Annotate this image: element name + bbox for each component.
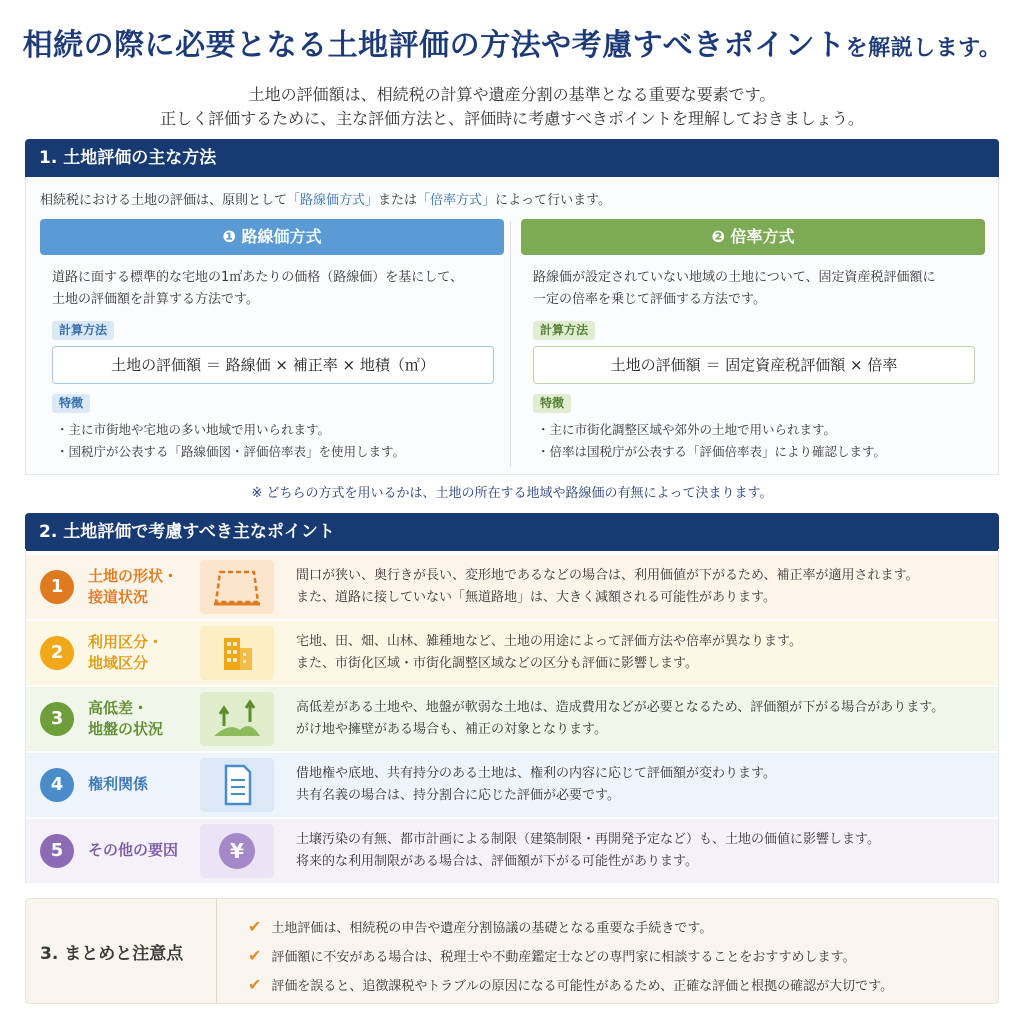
feature-tag: 特徴 xyxy=(52,394,90,413)
section3-title: 3. まとめと注意点 xyxy=(40,944,184,964)
point-text-line: 共有名義の場合は、持分割合に応じた評価が必要です。 xyxy=(296,788,620,803)
point-title xyxy=(88,840,178,861)
section2-body xyxy=(25,549,999,883)
feature-item: ・ 主に市街地や宅地の多い地域で用いられます。 xyxy=(56,419,504,441)
summary-text: 評価を誤ると、追徴課税やトラブルの原因になる可能性があるため、正確な評価と根拠の確認が大切です。 xyxy=(271,979,894,994)
divider xyxy=(510,221,511,467)
feature-item: ・ 主に市街化調整区域や郊外の土地で用いられます。 xyxy=(537,419,985,441)
desc-line: 一定の倍率を乗じて評価する方法です。 xyxy=(533,292,766,307)
point-text xyxy=(296,631,802,675)
feature-list xyxy=(537,419,985,463)
page-title-main: 相続の際に必要となる土地評価の方法や考慮すべきポイント xyxy=(22,28,846,63)
point-text-line: また、道路に接していない「無道路地」は、大きく減額される可能性があります。 xyxy=(296,590,776,605)
method-bairitsu-desc xyxy=(533,267,985,311)
point-title xyxy=(88,632,163,674)
point-text-line: がけ地や擁壁がある場合も、補正の対象となります。 xyxy=(296,722,607,737)
method-bairitsu-title: ❷ 倍率方式 xyxy=(521,219,985,255)
method-rosenka-title: ❶ 路線価方式 xyxy=(40,219,504,255)
building-icon xyxy=(200,626,274,680)
point-text-line: 高低差がある土地や、地盤が軟弱な土地は、造成費用などが必要となるため、評価額が下がる場合があります。 xyxy=(296,700,945,715)
point-number: 2 xyxy=(40,636,74,670)
formula-box: 土地の評価額 ＝ 固定資産税評価額 × 倍率 xyxy=(533,346,975,384)
terrain-icon xyxy=(200,692,274,746)
point-title-line: 地盤の状況 xyxy=(88,720,164,738)
point-title-line: 権利関係 xyxy=(88,775,149,793)
point-text-line: また、市街化区域・市街化調整区域などの区分も評価に影響します。 xyxy=(296,656,698,671)
summary-item xyxy=(248,942,893,971)
feature-tag: 特徴 xyxy=(533,394,571,413)
check-icon: ✔ xyxy=(248,975,262,994)
check-icon: ✔ xyxy=(248,946,262,965)
desc-line: 土地の評価額を計算する方法です。 xyxy=(52,292,259,307)
intro-line-1: 土地の評価額は、相続税の計算や遺産分割の基準となる重要な要素です。 xyxy=(248,85,776,104)
point-title-line: 高低差・ xyxy=(88,699,149,717)
section1-note: ※ どちらの方式を用いるかは、土地の所在する地域や路線価の有無によって決まります。 xyxy=(251,486,773,501)
lead-highlight-bairitsu: 「倍率方式」 xyxy=(417,193,496,208)
desc-line: 道路に面する標準的な宅地の1㎡あたりの価格（路線価）を基にして、 xyxy=(52,270,464,285)
method-rosenka xyxy=(40,219,504,471)
lead-text: によって行います。 xyxy=(495,193,612,208)
point-text-line: 宅地、田、畑、山林、雑種地など、土地の用途によって評価方法や倍率が異なります。 xyxy=(296,634,802,649)
summary-item xyxy=(248,913,893,942)
point-row xyxy=(26,555,998,619)
point-title-line: 地域区分 xyxy=(88,654,149,672)
point-text-line: 将来的な利用制限がある場合は、評価額が下がる可能性があります。 xyxy=(296,854,698,869)
point-row xyxy=(26,753,998,817)
point-row xyxy=(26,621,998,685)
summary-list xyxy=(248,913,893,1000)
page-title xyxy=(0,20,1024,64)
page-title-tail: を解説します。 xyxy=(845,36,1002,61)
section2-header: 2. 土地評価で考慮すべき主なポイント xyxy=(25,513,999,551)
point-number: 4 xyxy=(40,768,74,802)
point-text xyxy=(296,565,918,609)
method-rosenka-desc xyxy=(52,267,504,311)
calc-tag: 計算方法 xyxy=(52,321,114,340)
point-title-line: 接道状況 xyxy=(88,588,149,606)
yen-icon xyxy=(200,824,274,878)
summary-item xyxy=(248,971,893,1000)
section1-header: 1. 土地評価の主な方法 xyxy=(25,139,999,177)
section1-lead xyxy=(40,189,611,208)
document-icon xyxy=(200,758,274,812)
land-shape-icon xyxy=(200,560,274,614)
point-title xyxy=(88,698,163,740)
point-number: 3 xyxy=(40,702,74,736)
desc-line: 路線価が設定されていない地域の土地について、固定資産税評価額に xyxy=(533,270,936,285)
point-text xyxy=(296,763,776,807)
point-title-line: その他の要因 xyxy=(88,841,179,859)
calc-tag: 計算方法 xyxy=(533,321,595,340)
feature-list xyxy=(56,419,504,463)
point-text xyxy=(296,697,944,741)
point-number: 5 xyxy=(40,834,74,868)
check-icon: ✔ xyxy=(248,917,262,936)
summary-text: 土地評価は、相続税の申告や遺産分割協議の基礎となる重要な手続きです。 xyxy=(271,921,713,936)
point-text-line: 借地権や底地、共有持分のある土地は、権利の内容に応じて評価額が変わります。 xyxy=(296,766,776,781)
lead-highlight-rosenka: 「路線価方式」 xyxy=(287,193,379,208)
point-text-line: 土壌汚染の有無、都市計画による制限（建築制限・再開発予定など）も、土地の価値に影響します。 xyxy=(296,832,880,847)
point-title xyxy=(88,566,178,608)
svg-text:¥: ¥ xyxy=(230,839,244,863)
point-row xyxy=(26,687,998,751)
point-number: 1 xyxy=(40,570,74,604)
point-title-line: 利用区分・ xyxy=(88,633,164,651)
section3-summary xyxy=(25,898,999,1004)
summary-text: 評価額に不安がある場合は、税理士や不動産鑑定士などの専門家に相談することをおすすめします。 xyxy=(271,950,856,965)
section1-body xyxy=(25,177,999,475)
method-bairitsu xyxy=(521,219,985,471)
intro-line-2: 正しく評価するために、主な評価方法と、評価時に考慮すべきポイントを理解しておきましょう。 xyxy=(160,109,864,128)
lead-text: または xyxy=(378,193,418,208)
point-title-line: 土地の形状・ xyxy=(88,567,179,585)
feature-item: ・ 国税庁が公表する「路線価図・評価倍率表」を使用します。 xyxy=(56,441,504,463)
point-title xyxy=(88,774,148,795)
formula-box: 土地の評価額 ＝ 路線価 × 補正率 × 地積（㎡） xyxy=(52,346,494,384)
lead-text: 相続税における土地の評価は、原則として xyxy=(40,193,288,208)
point-text xyxy=(296,829,880,873)
point-text-line: 間口が狭い、奥行きが長い、変形地であるなどの場合は、利用価値が下がるため、補正率が適用されます。 xyxy=(296,568,919,583)
divider xyxy=(216,899,217,1003)
feature-item: ・ 倍率は国税庁が公表する「評価倍率表」により確認します。 xyxy=(537,441,985,463)
point-row xyxy=(26,819,998,883)
